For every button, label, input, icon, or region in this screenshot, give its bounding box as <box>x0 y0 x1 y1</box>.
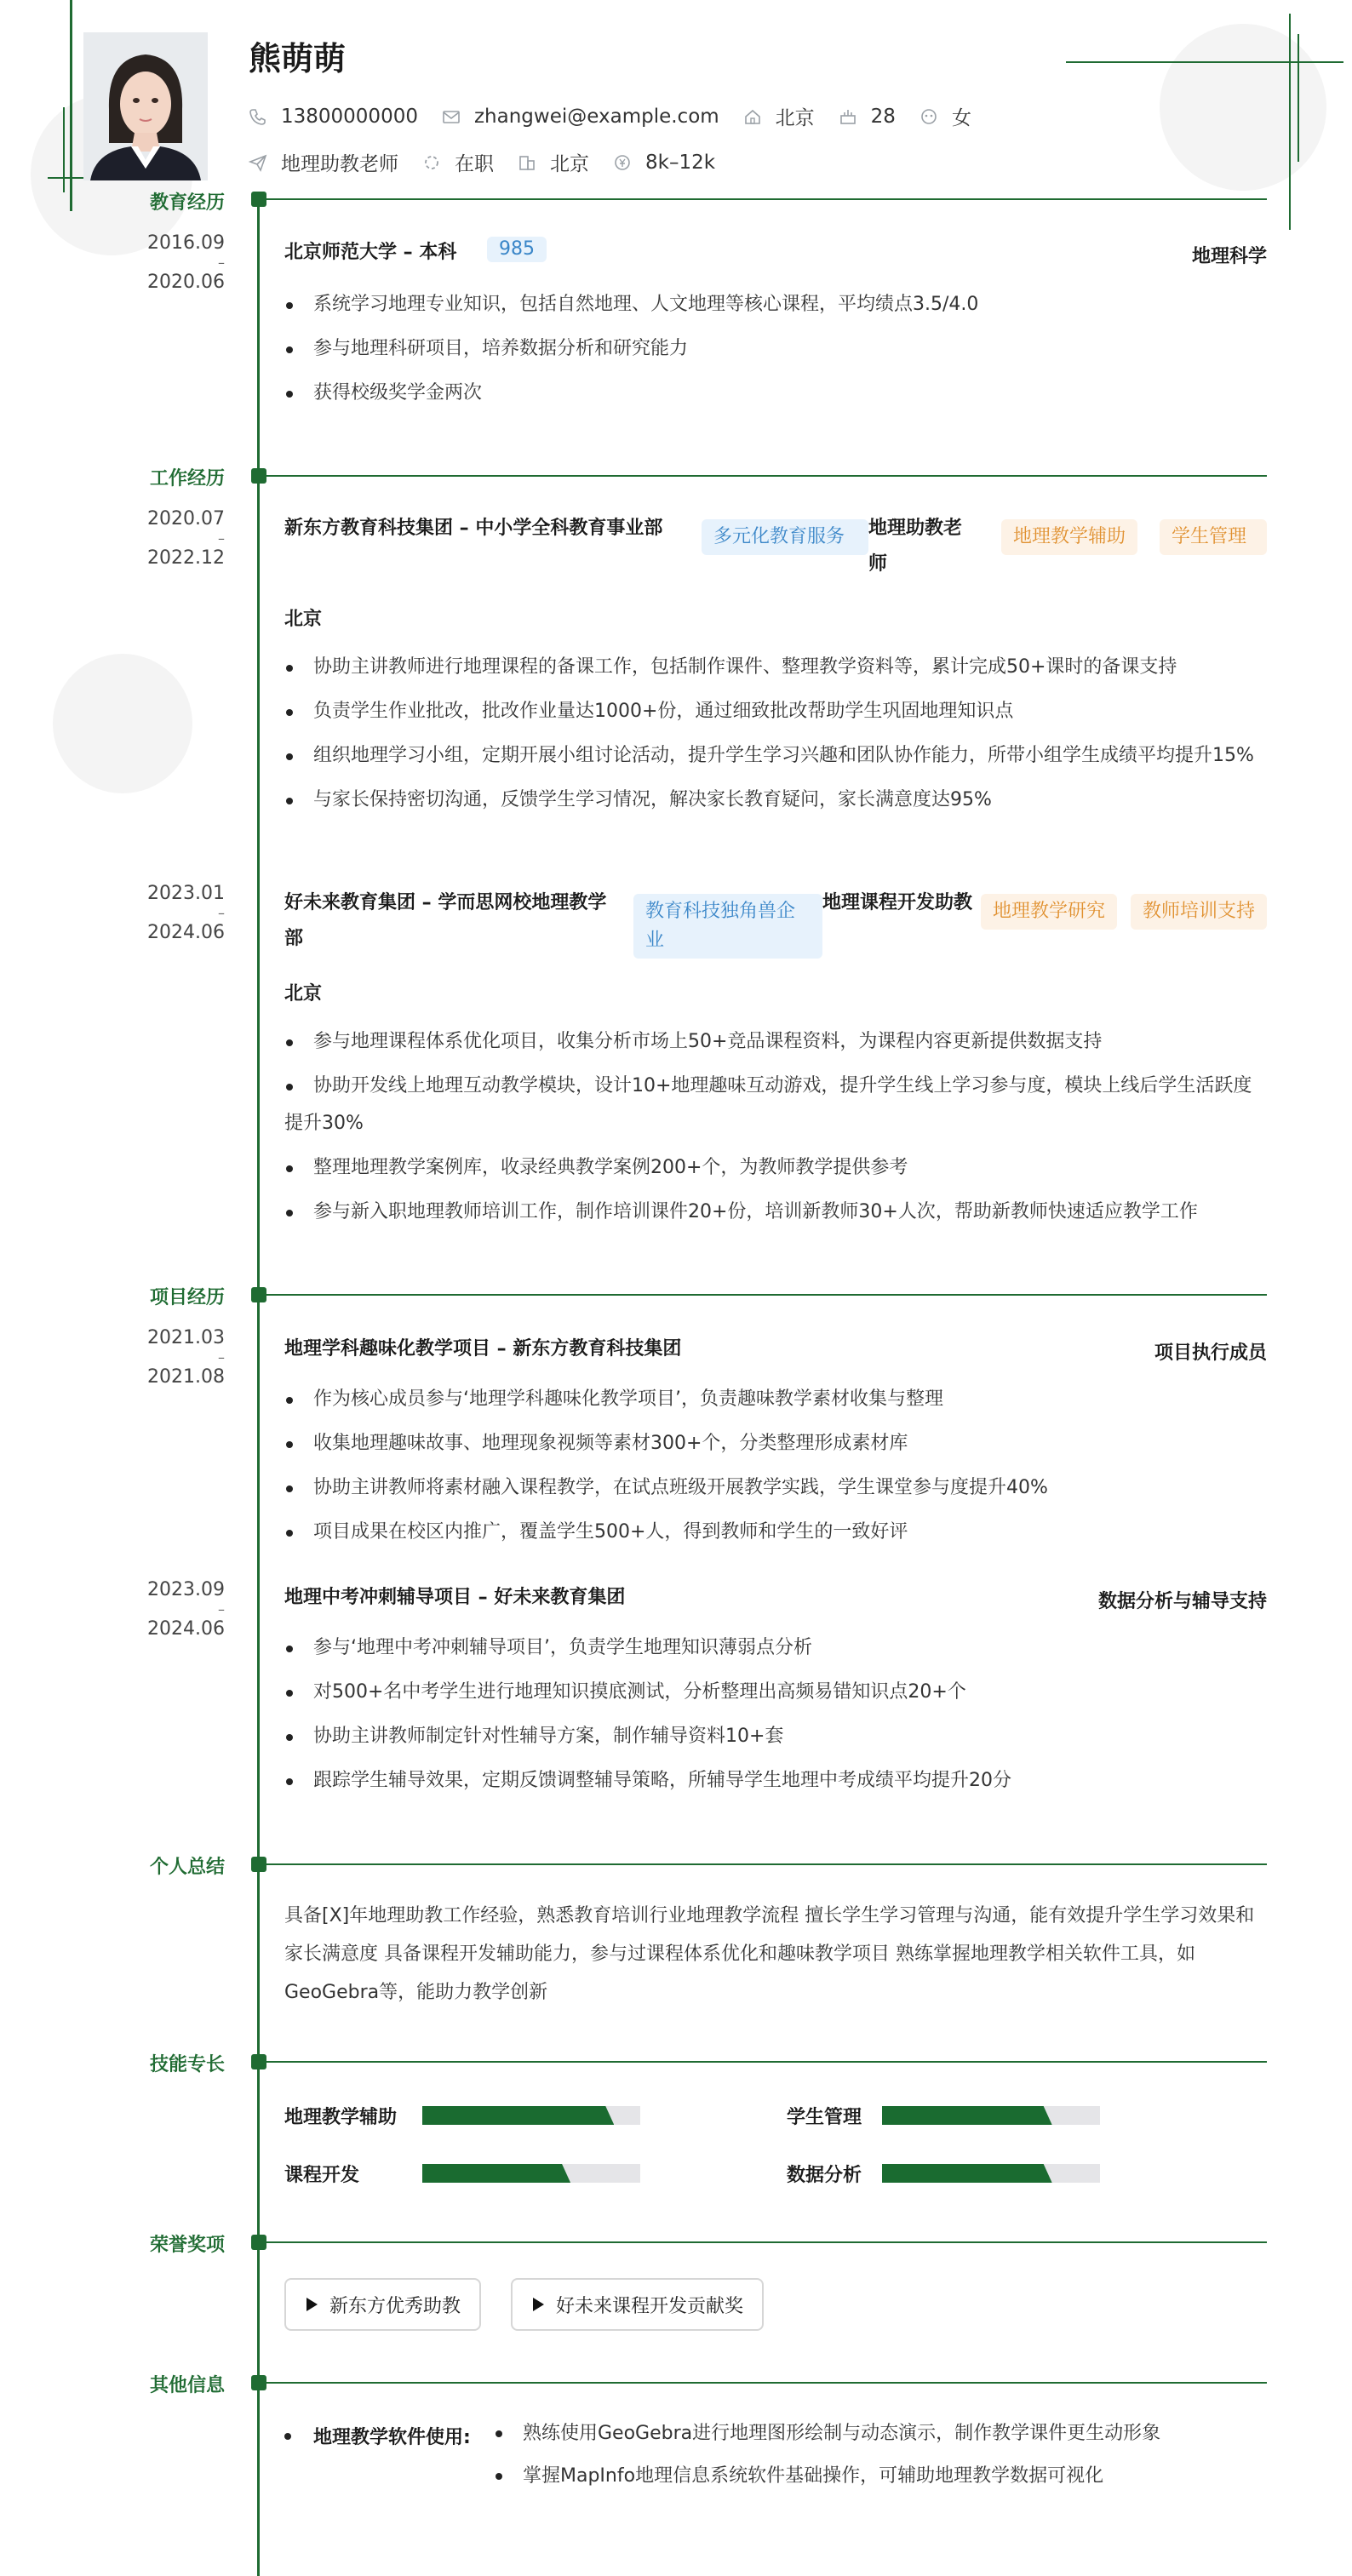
work-skill-tag: 地理教学辅助 <box>1001 519 1137 555</box>
skill-bar <box>422 2106 640 2125</box>
gender-icon <box>919 107 938 126</box>
deco-line <box>63 107 65 192</box>
list-item: 对500+名中考学生进行地理知识摸底测试，分析整理出高频易错知识点20+个 <box>284 1674 1269 1711</box>
play-icon <box>533 2298 544 2311</box>
section-title-skills: 技能专长 <box>149 2054 225 2075</box>
contact-row <box>249 102 995 130</box>
work-role: 地理助教老师 <box>868 518 963 575</box>
project-bullets <box>284 1381 1269 1558</box>
deco-circle-right <box>1160 24 1326 191</box>
list-item: 熟练使用GeoGebra进行地理图形绘制与动态演示，制作教学课件更生动形象 <box>494 2413 1160 2455</box>
section-divider <box>264 475 1267 477</box>
list-item: 掌握MapInfo地理信息系统软件基础操作，可辅助地理教学数据可视化 <box>494 2455 1160 2498</box>
list-item: 整理地理教学案例库，收录经典教学案例200+个，为教师教学提供参考 <box>284 1149 1269 1187</box>
skill-bar <box>882 2106 1100 2125</box>
summary-text: 具备[X]年地理助教工作经验，熟悉教育培训行业地理教学流程 擅长学生学习管理与沟通，能有效提升学生学习效果和家长满意度 具备课程开发辅助能力，参与过课程体系优化和趣味教学项目 熟练掌握地理教学相关软件工具，如GeoGebra等，能助力教学创新 <box>284 1905 1255 2003</box>
work-date-start: 2020.07 <box>147 508 225 530</box>
work-date <box>119 509 225 569</box>
phone-icon <box>249 107 267 126</box>
project-bullets <box>284 1629 1269 1806</box>
edu-date-sep: – <box>218 255 225 271</box>
edu-date-end: 2020.06 <box>147 272 225 293</box>
skill-bar <box>422 2164 640 2183</box>
work-date-end: 2022.12 <box>147 547 225 569</box>
email-text: zhangwei@example.com <box>473 105 719 128</box>
work-skill-tag: 学生管理 <box>1160 519 1267 555</box>
work-company: 新东方教育科技集团 – 中小学全科教育事业部 <box>284 518 663 539</box>
edu-bullets <box>284 286 1269 419</box>
list-item: 协助主讲教师将素材融入课程教学，在试点班级开展教学实践，学生课堂参与度提升40% <box>284 1469 1269 1507</box>
award-badge <box>284 2278 481 2331</box>
list-item: 组织地理学习小组，定期开展小组讨论活动，提升学生学习兴趣和团队协作能力，所带小组学生成绩平均提升15% <box>284 737 1269 775</box>
project-date-sep: – <box>218 1601 225 1617</box>
other-list <box>494 2413 1160 2498</box>
work-city: 北京 <box>284 609 323 630</box>
project-date <box>119 1580 225 1640</box>
other-label-text: 地理教学软件使用: <box>313 2427 471 2448</box>
list-item: 协助主讲教师制定针对性辅导方案，制作辅导资料10+套 <box>284 1718 1269 1755</box>
salary-icon <box>613 153 632 172</box>
list-item: 参与‘地理中考冲刺辅导项目’，负责学生地理知识薄弱点分析 <box>284 1629 1269 1667</box>
status-text: 在职 <box>455 153 494 175</box>
other-label <box>284 2423 471 2449</box>
work-city: 北京 <box>284 983 323 1005</box>
project-date-sep: – <box>218 1349 225 1365</box>
gender-text: 女 <box>951 107 971 129</box>
edu-major: 地理科学 <box>1191 246 1267 267</box>
list-item: 作为核心成员参与‘地理学科趣味化教学项目’，负责趣味教学素材收集与整理 <box>284 1381 1269 1418</box>
work-role: 地理课程开发助教 <box>822 892 973 913</box>
skill-fill <box>882 2164 1052 2183</box>
skill-fill <box>422 2164 570 2183</box>
section-title-summary: 个人总结 <box>149 1857 225 1878</box>
candidate-name: 熊萌萌 <box>249 40 347 77</box>
list-item: 跟踪学生辅导效果，定期反馈调整辅导策略，所辅导学生地理中考成绩平均提升20分 <box>284 1762 1269 1800</box>
section-title-project: 项目经历 <box>149 1287 225 1308</box>
skill-label: 课程开发 <box>284 2165 360 2186</box>
section-title-work: 工作经历 <box>149 468 225 489</box>
project-date-start: 2023.09 <box>147 1579 225 1600</box>
edu-school: 北京师范大学 – 本科 <box>284 242 457 263</box>
age-text: 28 <box>870 105 896 128</box>
edu-date-start: 2016.09 <box>147 232 225 254</box>
deco-line <box>1289 14 1291 230</box>
edu-tag: 985 <box>487 237 547 262</box>
work-company: 好未来教育集团 – 学而思网校地理教学部 <box>284 892 607 949</box>
deco-line <box>1066 61 1343 63</box>
skill-bar <box>882 2164 1100 2183</box>
project-title: 地理学科趣味化教学项目 – 新东方教育科技集团 <box>284 1338 682 1360</box>
work-skill-tag: 地理教学研究 <box>981 894 1117 930</box>
salary-text: 8k–12k <box>645 151 716 174</box>
section-divider <box>264 2382 1267 2384</box>
list-item: 收集地理趣味故事、地理现象视频等素材300+个，分类整理形成素材库 <box>284 1425 1269 1463</box>
deco-line <box>1298 34 1299 162</box>
work-industry-tag: 多元化教育服务 <box>702 519 868 555</box>
list-item: 系统学习地理专业知识，包括自然地理、人文地理等核心课程，平均绩点3.5/4.0 <box>284 286 1269 323</box>
list-item: 协助开发线上地理互动教学模块，设计10+地理趣味互动游戏，提升学生线上学习参与度，模块上线后学生活跃度提升30% <box>284 1068 1269 1142</box>
list-item: 协助主讲教师进行地理课程的备课工作，包括制作课件、整理教学资料等，累计完成50+课时的备课支持 <box>284 649 1269 686</box>
project-role: 数据分析与辅导支持 <box>1097 1591 1267 1612</box>
award-label: 好未来课程开发贡献奖 <box>556 2295 744 2317</box>
skill-fill <box>422 2106 614 2125</box>
play-icon <box>306 2298 318 2311</box>
list-item: 项目成果在校区内推广，覆盖学生500+人，得到教师和学生的一致好评 <box>284 1514 1269 1551</box>
section-divider <box>264 1863 1267 1865</box>
work-skill-tag: 教师培训支持 <box>1131 894 1267 930</box>
list-item: 参与新入职地理教师培训工作，制作培训课件20+份，培训新教师30+人次，帮助新教师快速适应教学工作 <box>284 1194 1269 1231</box>
city-text: 北京 <box>550 153 589 175</box>
section-divider <box>264 198 1267 200</box>
work-bullets <box>284 649 1269 826</box>
list-item: 与家长保持密切沟通，反馈学生学习情况，解决家长教育疑问，家长满意度达95% <box>284 781 1269 819</box>
deco-circle-mid <box>53 654 192 793</box>
email-icon <box>442 107 461 126</box>
work-date-end: 2024.06 <box>147 922 225 943</box>
job-target-text: 地理助教老师 <box>281 153 398 175</box>
phone-text: 13800000000 <box>281 105 418 128</box>
deco-line <box>70 0 72 211</box>
timeline-line <box>257 201 260 2576</box>
work-date-sep: – <box>218 530 225 547</box>
list-item: 参与地理科研项目，培养数据分析和研究能力 <box>284 330 1269 368</box>
cake-icon <box>839 107 857 126</box>
list-item: 获得校级奖学金两次 <box>284 375 1269 412</box>
status-icon <box>422 153 441 172</box>
section-title-other: 其他信息 <box>149 2375 225 2396</box>
section-divider <box>264 1294 1267 1296</box>
project-date-start: 2021.03 <box>147 1327 225 1348</box>
edu-date <box>119 233 225 293</box>
award-badge <box>511 2278 764 2331</box>
project-title: 地理中考冲刺辅导项目 – 好未来教育集团 <box>284 1587 626 1608</box>
project-date-end: 2024.06 <box>147 1618 225 1640</box>
skill-fill <box>882 2106 1052 2125</box>
section-divider <box>264 2061 1267 2063</box>
project-date <box>119 1328 225 1388</box>
project-role: 项目执行成员 <box>1154 1342 1267 1364</box>
job-row <box>249 148 739 176</box>
work-date-start: 2023.01 <box>147 883 225 904</box>
skill-label: 学生管理 <box>787 2107 862 2128</box>
send-icon <box>249 153 267 172</box>
building-icon <box>518 153 536 172</box>
hometown-text: 北京 <box>775 107 815 129</box>
home-icon <box>743 107 762 126</box>
section-divider <box>264 2241 1267 2243</box>
work-industry-tag: 教育科技独角兽企业 <box>633 894 822 959</box>
work-date-sep: – <box>218 905 225 921</box>
avatar <box>83 32 208 180</box>
skill-label: 地理教学辅助 <box>284 2107 398 2128</box>
skill-label: 数据分析 <box>787 2165 862 2186</box>
work-bullets <box>284 1023 1269 1238</box>
section-title-education: 教育经历 <box>149 192 225 214</box>
list-item: 参与地理课程体系优化项目，收集分析市场上50+竞品课程资料，为课程内容更新提供数据支持 <box>284 1023 1269 1061</box>
list-item: 负责学生作业批改，批改作业量达1000+份，通过细致批改帮助学生巩固地理知识点 <box>284 693 1269 730</box>
award-label: 新东方优秀助教 <box>329 2295 461 2317</box>
section-title-honors: 荣誉奖项 <box>149 2235 225 2256</box>
work-date <box>119 884 225 943</box>
project-date-end: 2021.08 <box>147 1366 225 1388</box>
